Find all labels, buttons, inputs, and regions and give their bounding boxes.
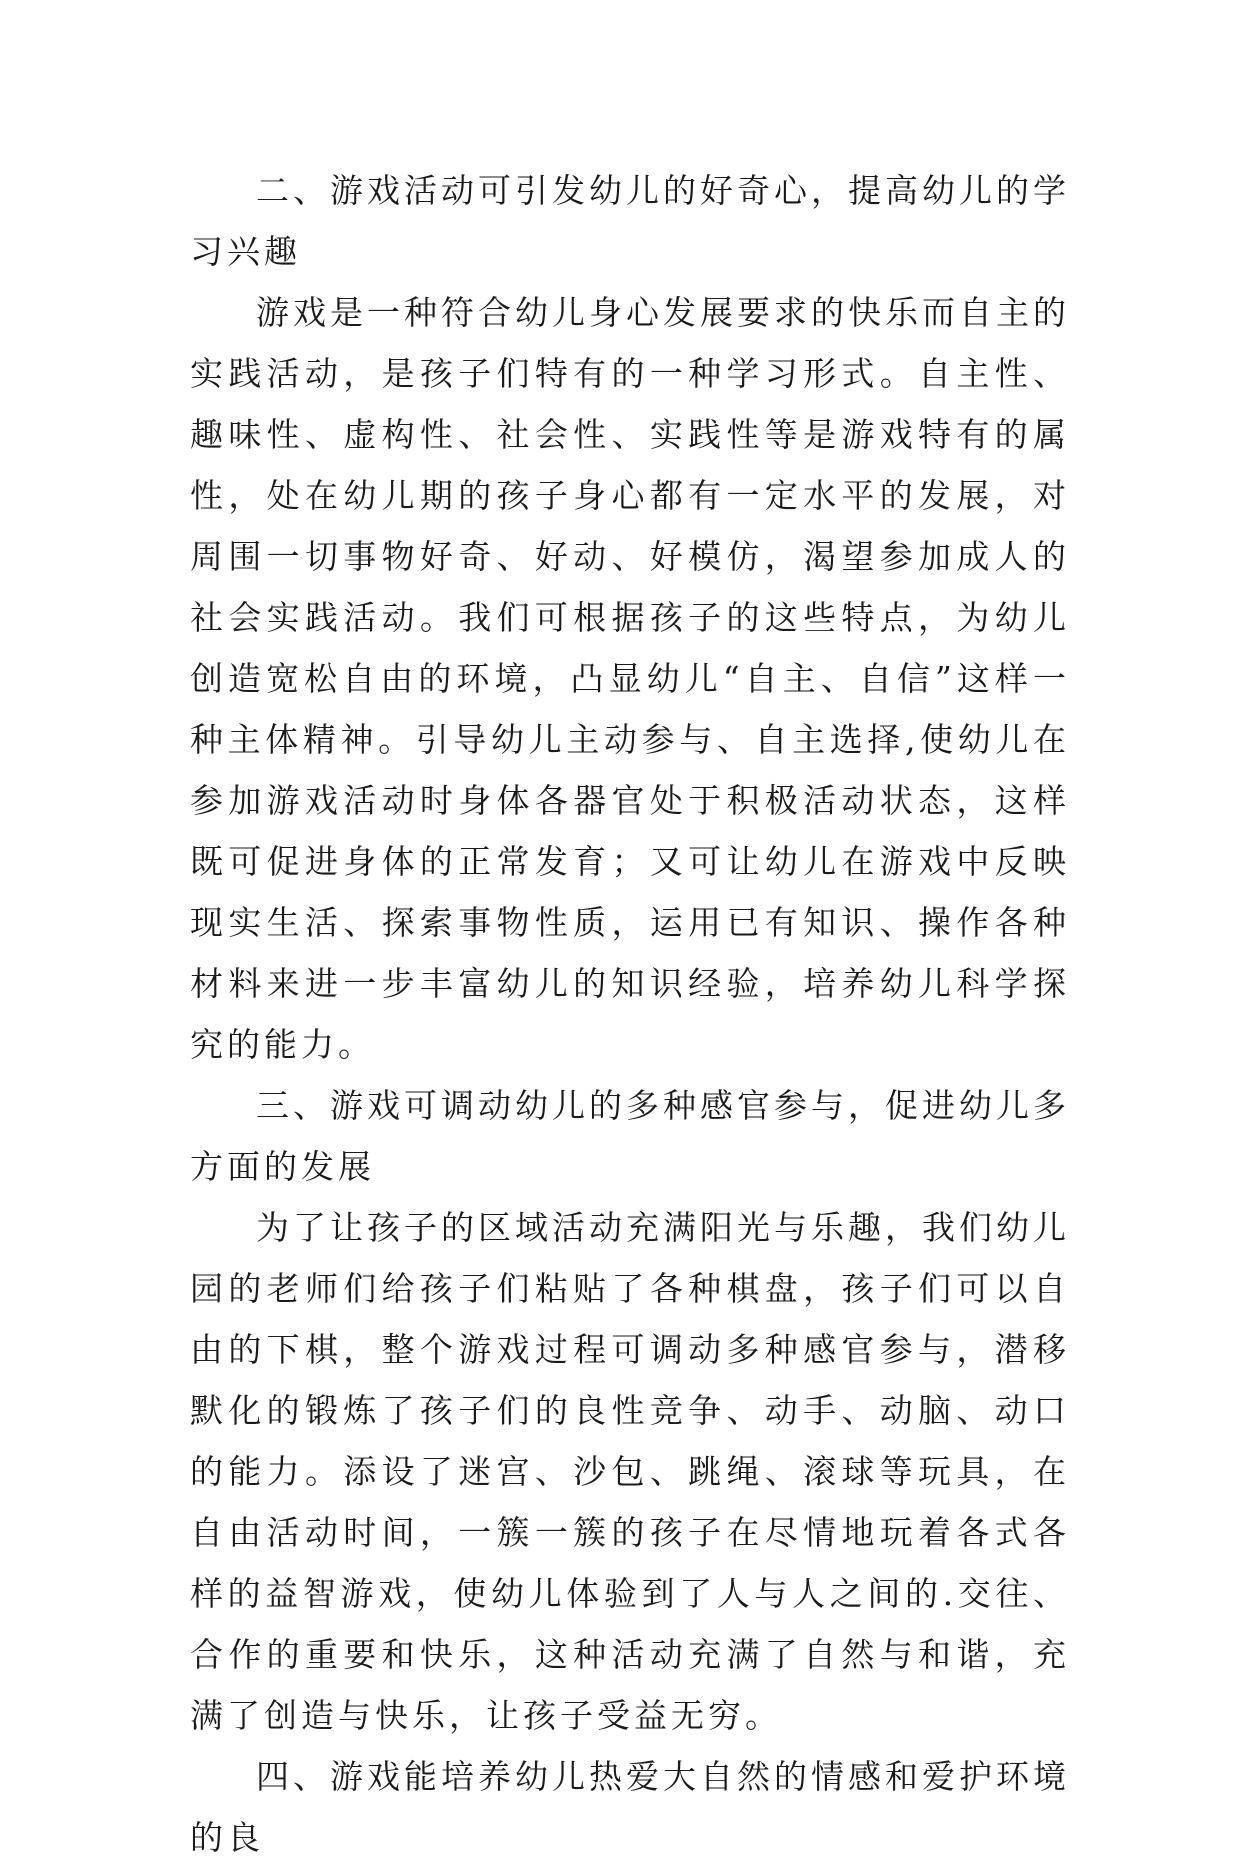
section-heading-four: 四、游戏能培养幼儿热爱大自然的情感和爱护环境的良 <box>190 1757 1070 1857</box>
body-paragraph-play-practice: 游戏是一种符合幼儿身心发展要求的快乐而自主的实践活动，是孩子们特有的一种学习形式。自主性、趣味性、虚构性、社会性、实践性等是游戏特有的属性，处在幼儿期的孩子身心都有一定水平的发展，对周围一切事物好奇、好动、好模仿，渴望参加成人的社会实践活动。我们可根据孩子的这些特点，为幼儿创造宽松自由的环境，凸显幼儿“自主、自信”这样一种主体精神。引导幼儿主动参与、自主选择,使幼儿在参加游戏活动时身体各器官处于积极活动状态，这样既可促进身体的正常发育；又可让幼儿在游戏中反映现实生活、探索事物性质，运用已有知识、操作各种材料来进一步丰富幼儿的知识经验，培养幼儿科学探究的能力。 <box>190 293 1070 1064</box>
section-heading-three: 三、游戏可调动幼儿的多种感官参与，促进幼儿多方面的发展 <box>190 1086 1070 1186</box>
body-paragraph-area-activities: 为了让孩子的区域活动充满阳光与乐趣，我们幼儿园的老师们给孩子们粘贴了各种棋盘，孩子们可以自由的下棋，整个游戏过程可调动多种感官参与，潜移默化的锻炼了孩子们的良性竞争、动手、动脑、动口的能力。添设了迷宫、沙包、跳绳、滚球等玩具，在自由活动时间，一簇一簇的孩子在尽情地玩着各式各样的益智游戏，使幼儿体验到了人与人之间的.交往、合作的重要和快乐，这种活动充满了自然与和谐，充满了创造与快乐，让孩子受益无穷。 <box>190 1208 1070 1735</box>
document-body <box>190 160 1070 1868</box>
section-heading-two: 二、游戏活动可引发幼儿的好奇心，提高幼儿的学习兴趣 <box>190 171 1070 271</box>
